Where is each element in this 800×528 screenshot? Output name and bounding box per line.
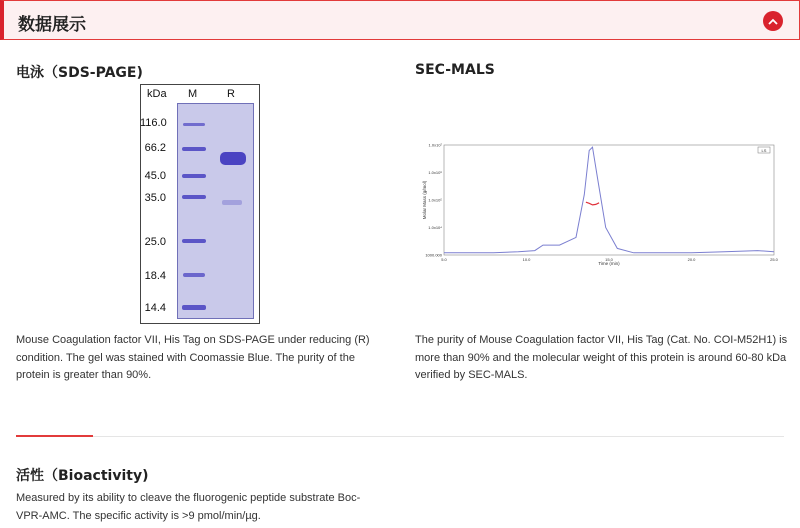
sds-page-description: Mouse Coagulation factor VII, His Tag on SDS-PAGE under reducing (R) condition. The gel was stained with Coomassie Blue. The purity of the protein is greater than 90%. bbox=[16, 334, 370, 381]
sec-y-tick-label: 1.0x10⁷ bbox=[428, 142, 442, 148]
gel-lanes bbox=[177, 103, 254, 319]
marker-band bbox=[182, 174, 206, 178]
bioactivity-title: 活性（Bioactivity) bbox=[16, 468, 149, 484]
marker-band bbox=[183, 273, 205, 277]
sec-y-tick-label: 1000.000 bbox=[425, 252, 442, 258]
sec-mals-title: SEC-MALS bbox=[415, 62, 495, 78]
sec-x-tick-label: 10.0 bbox=[522, 257, 531, 262]
mw-marker-label: 18.4 bbox=[144, 270, 166, 282]
chevron-up-icon bbox=[768, 18, 778, 25]
divider bbox=[16, 436, 784, 437]
marker-band bbox=[182, 195, 206, 199]
marker-band bbox=[183, 123, 205, 126]
mw-marker-label: 66.2 bbox=[144, 142, 166, 154]
marker-band bbox=[182, 147, 206, 151]
sec-xlabel: Time (min) bbox=[598, 261, 620, 266]
marker-band bbox=[182, 239, 206, 243]
sds-page-title: 电泳（SDS-PAGE) bbox=[16, 65, 143, 81]
mw-marker-label: 116.0 bbox=[140, 117, 167, 129]
sec-y-tick-label: 1.0x10⁴ bbox=[428, 225, 442, 230]
sample-minor-band bbox=[222, 200, 242, 205]
sec-y-tick-label: 1.0x10⁵ bbox=[428, 197, 442, 203]
gel-lane-m-label: M bbox=[188, 88, 198, 100]
sec-x-tick-label: 20.0 bbox=[687, 257, 696, 262]
divider-accent bbox=[16, 435, 93, 437]
sec-ylabel: Molar Mass (g/mol) bbox=[422, 180, 427, 220]
mw-marker-label: 25.0 bbox=[144, 236, 166, 248]
sample-main-band bbox=[220, 152, 246, 165]
gel-lane-r-label: R bbox=[227, 88, 235, 100]
sec-mals-description: The purity of Mouse Coagulation factor VII, His Tag (Cat. No. COI-M52H1) is more than 90% and the molecular weight of this protein is around 60-80 kDa verified by SEC-MALS. bbox=[415, 334, 788, 381]
sec-y-tick-label: 1.0x10⁶ bbox=[428, 170, 442, 175]
section-title: 数据展示 bbox=[18, 15, 86, 35]
bioactivity-description: Measured by its ability to cleave the fluorogenic peptide substrate Boc-VPR-AMC. The specific activity is >9 pmol/min/µg. bbox=[16, 492, 361, 522]
gel-kda-label: kDa bbox=[147, 88, 167, 100]
sec-legend: LS bbox=[761, 148, 767, 153]
sec-mals-chart bbox=[420, 140, 780, 270]
sec-x-tick-label: 5.0 bbox=[441, 257, 447, 262]
marker-band bbox=[182, 305, 206, 310]
sec-x-tick-label: 25.0 bbox=[770, 257, 778, 262]
mw-marker-label: 14.4 bbox=[144, 302, 166, 314]
sec-x-tick-label: 15.0 bbox=[605, 257, 613, 262]
collapse-button[interactable] bbox=[763, 11, 783, 31]
mw-marker-label: 35.0 bbox=[144, 192, 166, 204]
mw-marker-label: 45.0 bbox=[144, 170, 166, 182]
section-header bbox=[0, 0, 800, 40]
